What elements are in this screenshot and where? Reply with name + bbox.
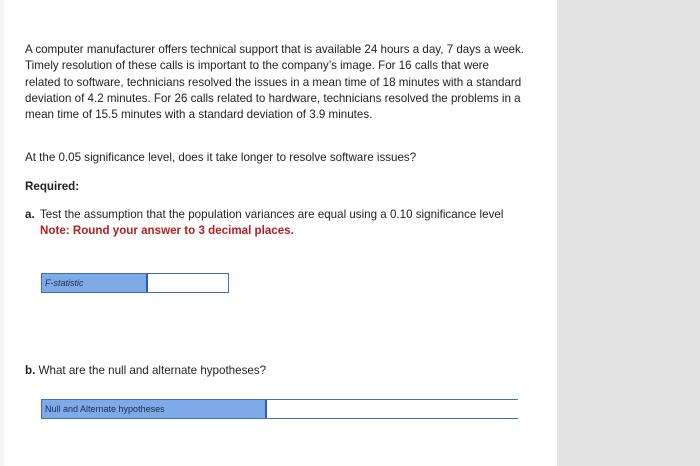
question-paragraph: A computer manufacturer offers technical support that is available 24 hours a day, 7 days a week. Timely resolution of these calls is important to the company’s image. For 16 calls that were related to software, technicians resolved the issues in a mean time of 18 minutes with a standard deviation of 4.2 minutes. For 26 calls related to hardware, technicians resolved the problems in a mean time of 15.5 minutes with a standard deviation of 3.9 minutes. [25, 43, 525, 122]
hypotheses-label: Null and Alternate hypotheses [42, 400, 265, 418]
part-a-text: Test the assumption that the population variances are equal using a 0.10 significance level [40, 208, 504, 221]
part-b-text: What are the null and alternate hypotheses? [38, 364, 267, 377]
part-a-note: Note: Round your answer to 3 decimal places. [40, 224, 294, 237]
f-statistic-answer-row [41, 273, 229, 293]
required-heading: Required: [25, 180, 80, 193]
part-a-letter: a. [25, 208, 35, 221]
right-side-panel [557, 0, 700, 466]
part-b-letter: b. [25, 364, 36, 377]
part-b [25, 364, 266, 377]
question-body [25, 42, 525, 123]
hypotheses-answer-row [41, 399, 518, 419]
part-a [25, 208, 525, 238]
f-statistic-label: F-statistic [42, 274, 146, 292]
hypotheses-input[interactable] [265, 400, 518, 418]
f-statistic-input[interactable] [146, 274, 226, 292]
left-edge-divider [0, 0, 4, 466]
question-prompt: At the 0.05 significance level, does it take longer to resolve software issues? [25, 151, 417, 164]
